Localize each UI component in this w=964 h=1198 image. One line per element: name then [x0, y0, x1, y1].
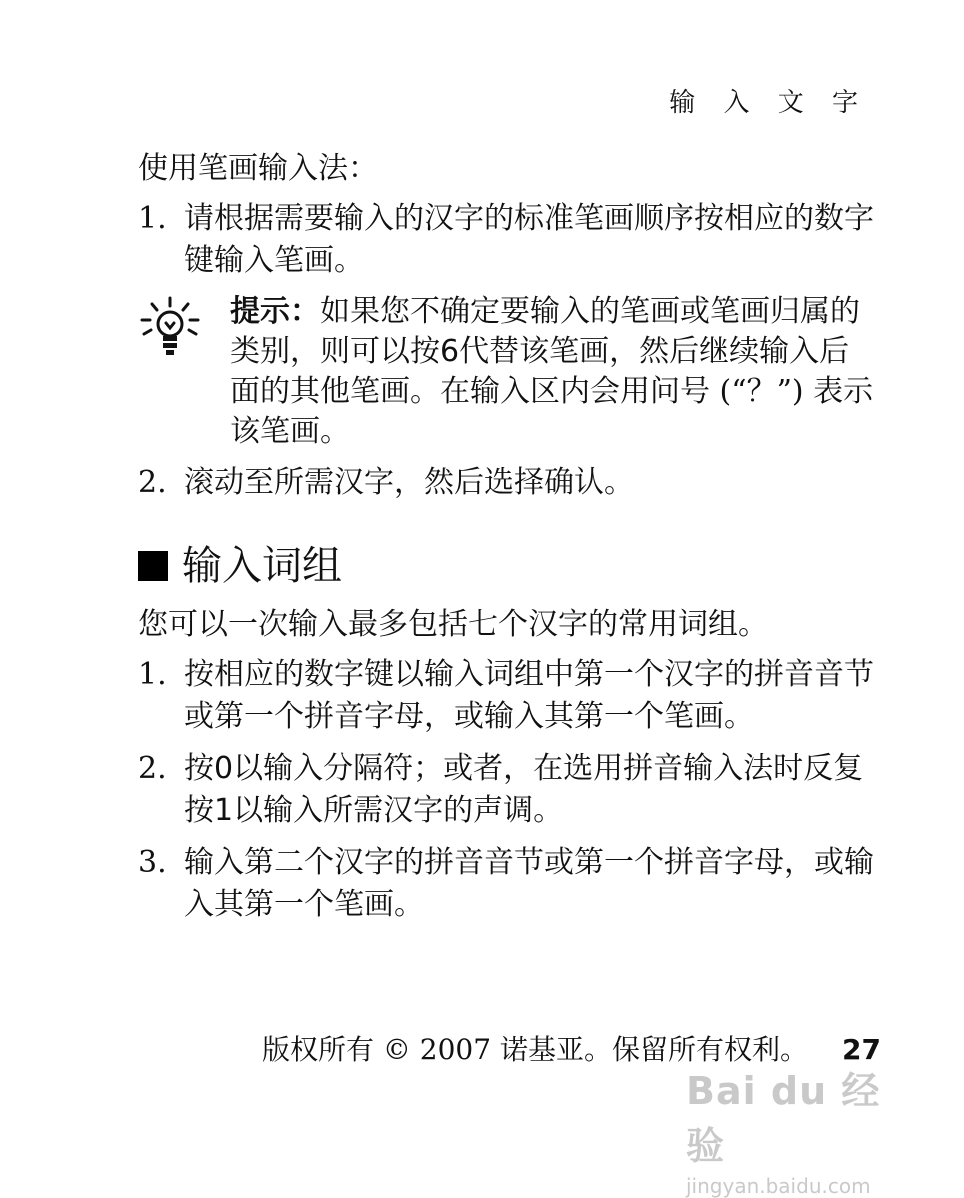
watermark-logo: Bai du 经验: [686, 1069, 881, 1168]
phrase-steps: [138, 654, 878, 926]
section-heading: [138, 538, 878, 594]
tip-text-part: 如果您不确定要输入的笔画或笔画归属的类别，则可以按: [230, 294, 860, 369]
stroke-steps: [138, 198, 878, 282]
list-text: 按0以输入分隔符；或者，在选用拼音输入法时反复按1以输入所需汉字的声调。: [184, 751, 864, 828]
list-item: [138, 198, 878, 282]
list-item: [138, 462, 878, 504]
section-intro: 您可以一次输入最多包括七个汉字的常用词组。: [138, 607, 768, 642]
tip-text-part: 代替该笔画，然后继续输入后面的其他笔画。在输入区内会用问号 (“？”) 表示该笔画。: [230, 334, 874, 449]
heading-text: 输入词组: [182, 543, 342, 589]
section-header: 输 入 文 字: [669, 88, 868, 118]
baidu-watermark: [686, 1060, 916, 1198]
list-text: 按相应的数字键以输入词组中第一个汉字的拼音音节或第一个拼音字母，或输入其第一个笔画。: [184, 657, 874, 734]
list-text: 请根据需要输入的汉字的标准笔画顺序按相应的数字键输入笔画。: [184, 201, 874, 278]
tip-text: [230, 292, 878, 452]
intro-text: 使用笔画输入法：: [138, 151, 378, 186]
list-number: 3.: [138, 845, 167, 880]
list-number: 1.: [138, 201, 167, 236]
lightbulb-icon: [138, 292, 230, 452]
confirm-label: 确认: [544, 465, 604, 500]
list-item: [138, 842, 878, 926]
list-number: 2.: [138, 465, 167, 500]
list-number: 2.: [138, 751, 167, 786]
tip-box: [138, 292, 878, 452]
list-number: 1.: [138, 657, 167, 692]
list-text: 滚动至所需汉字，然后选择确认。: [184, 465, 634, 500]
key-6: 6: [440, 334, 460, 369]
tip-label: 提示：: [230, 294, 320, 329]
list-item: [138, 748, 878, 832]
watermark-url: jingyan.baidu.com: [686, 1174, 871, 1198]
copyright-footer: 版权所有 © 2007 诺基亚。保留所有权利。: [262, 1033, 808, 1066]
page-number: 27: [842, 1033, 881, 1066]
list-text: 输入第二个汉字的拼音音节或第一个拼音字母，或输入其第一个笔画。: [184, 845, 874, 922]
key-0: 0: [214, 751, 234, 786]
list-item: [138, 654, 878, 738]
key-1: 1: [214, 793, 234, 828]
square-bullet-icon: [138, 551, 168, 581]
page-content: [138, 148, 878, 936]
